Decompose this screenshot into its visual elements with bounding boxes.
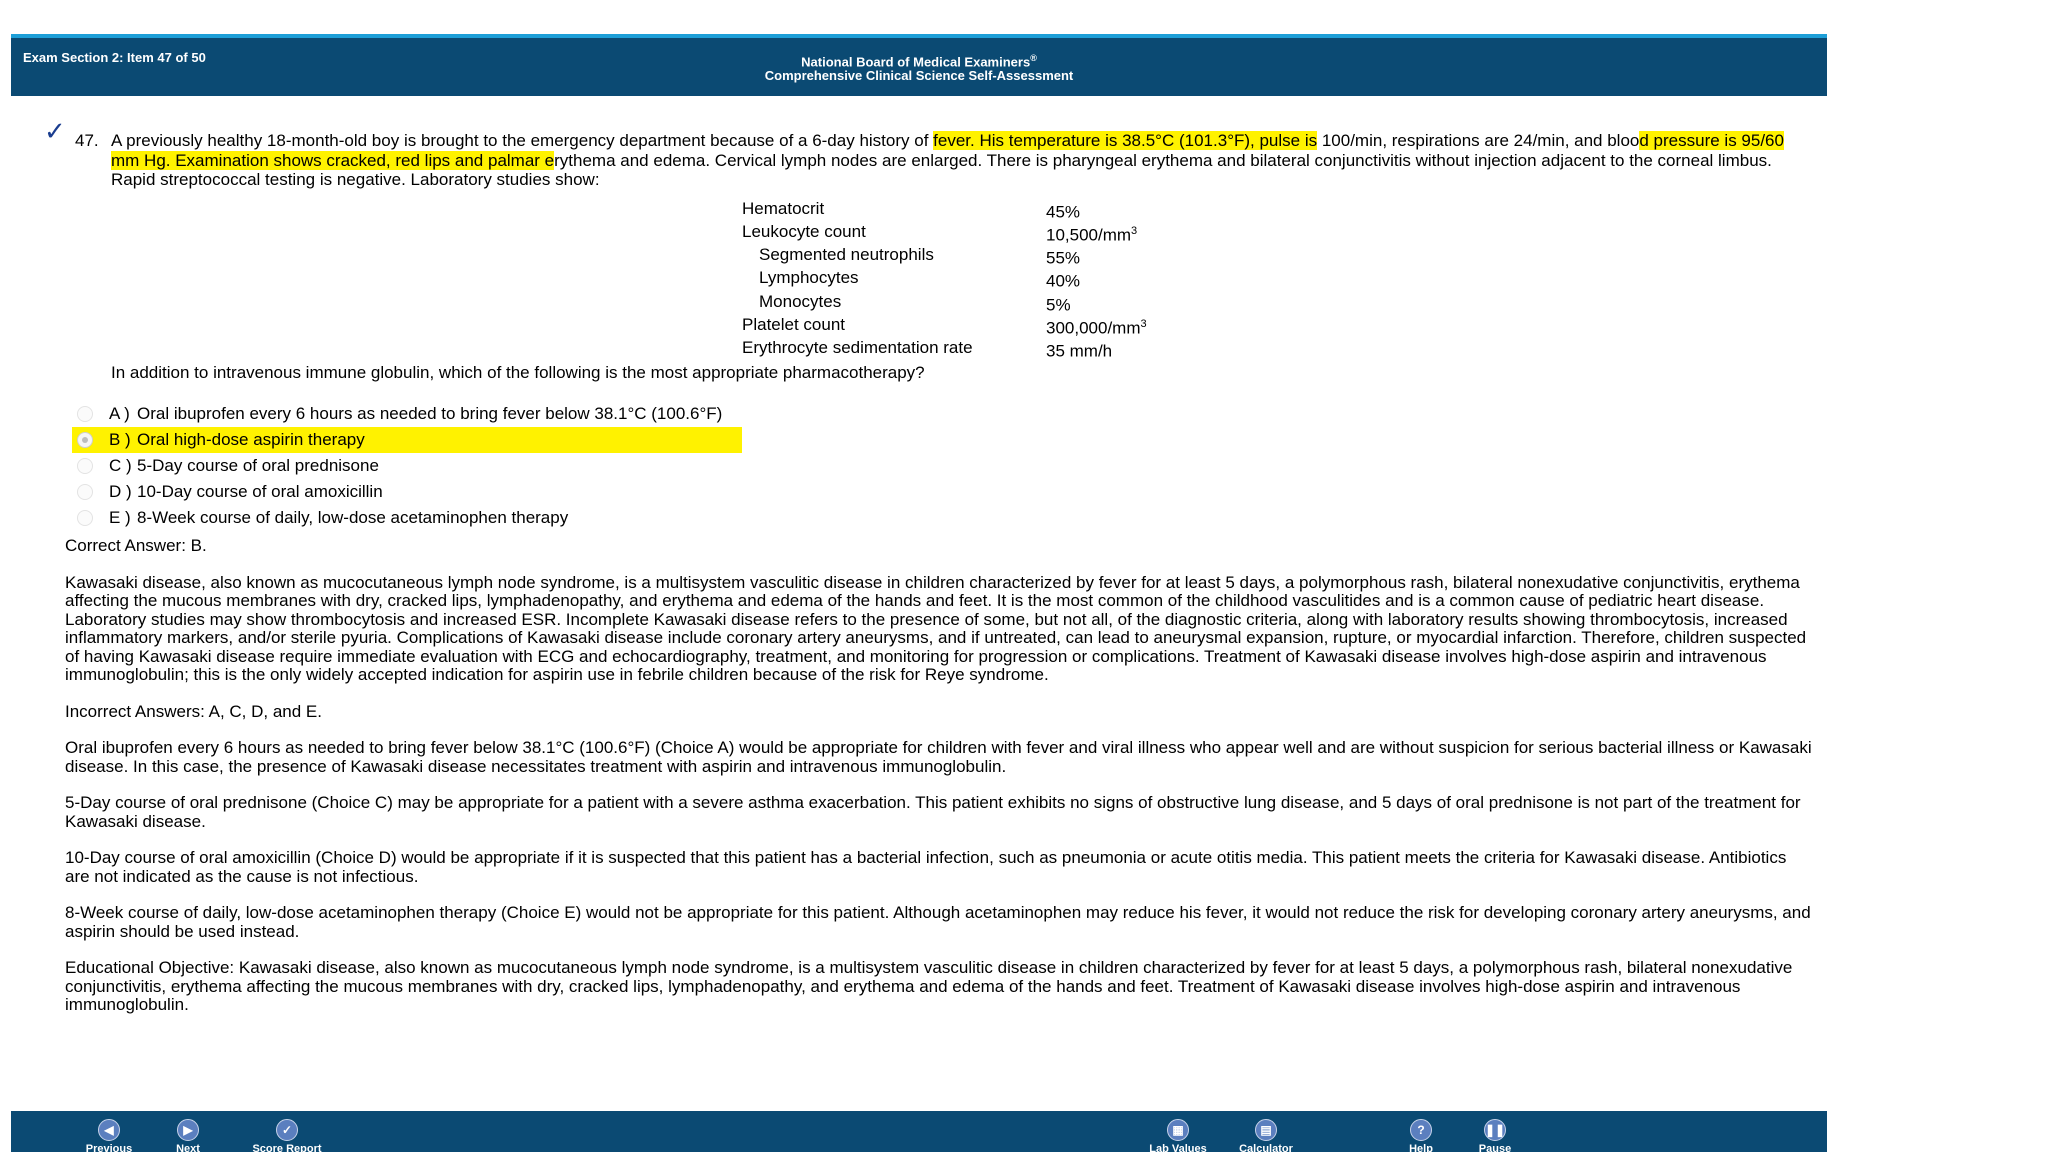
answer-option-c[interactable] — [72, 453, 742, 479]
lab-name: Hematocrit — [742, 199, 825, 218]
stem-text: 100/min, respirations are 24/min, and bloo — [1317, 131, 1640, 150]
question-number: 47. — [75, 131, 99, 150]
answer-option-d[interactable] — [72, 479, 742, 505]
calculator-icon: ▤ — [1255, 1119, 1277, 1141]
lab-value: $10,500/mm^3$ — [1046, 225, 1138, 245]
radio-button[interactable] — [77, 484, 93, 500]
help-button[interactable] — [1396, 1119, 1446, 1155]
explanation — [65, 537, 1815, 1033]
calculator-label: Calculator — [1239, 1143, 1293, 1155]
answer-options — [72, 401, 742, 531]
option-letter: A ) — [109, 404, 130, 423]
lab-row — [742, 245, 1147, 268]
lab-value: $300,000/mm^3$ — [1046, 317, 1147, 338]
lab-row — [742, 292, 1147, 315]
next-button[interactable] — [163, 1119, 213, 1155]
option-text: 8-Week course of daily, low-dose acetaminophen therapy — [137, 508, 569, 527]
question-stem — [111, 131, 1801, 190]
pause-label: Pause — [1478, 1143, 1512, 1155]
explanation-paragraph: Kawasaki disease, also known as mucocutaneous lymph node syndrome, is a multisystem vasculitic disease in children characterized by fever for at least 5 days, a polymorphous rash, bilateral nonexudative conjunctivitis, erythema affecting the mucous membranes with dry, cracked lips, lymphadenopathy, and erythema and edema of the hands and feet. It is the most common of the childhood vasculitides and is a common cause of pediatric heart disease. Laboratory studies may show thrombocytosis and increased ESR. Incomplete Kawasaki disease refers to the presence of some, but not all, of the diagnostic criteria, along with laboratory results showing thrombocytosis, increased inflammatory markers, and/or sterile pyuria. Complications of Kawasaki disease include coronary artery aneurysms, and if untreated, can lead to aneurysmal expansion, rupture, or myocardial infarction. Therefore, children suspected of having Kawasaki disease require immediate evaluation with ECG and echocardiography, treatment, and monitoring for progression or complications. Treatment of Kawasaki disease involves high-dose aspirin and intravenous immunoglobulin; this is the only widely accepted indication for aspirin use in febrile children because of the risk for Reye syndrome. — [65, 572, 1807, 684]
option-letter: B ) — [109, 430, 131, 449]
lab-values-button[interactable] — [1134, 1119, 1222, 1155]
stem-highlight: fever. His temperature is 38.5°C (101.3°F), pulse is — [933, 131, 1318, 150]
score-report-label: Score Report — [252, 1143, 322, 1155]
exam-title-block — [11, 51, 1827, 83]
radio-button[interactable] — [77, 458, 93, 474]
option-letter: E ) — [109, 508, 131, 527]
lab-name: Lymphocytes — [759, 268, 859, 288]
radio-button[interactable] — [77, 510, 93, 526]
previous-button[interactable] — [76, 1119, 142, 1155]
checkmark-icon: ✓ — [44, 116, 66, 146]
stem-text: rythema and edema. Cervical lymph nodes are enlarged. There is pharyngeal erythema and bilateral conjunctivitis without injection adjacent to the corneal limbus. Rapid streptococcal testing is negative. Laboratory studies show: — [111, 150, 1772, 189]
lab-table — [742, 199, 1147, 361]
next-label: Next — [176, 1143, 200, 1155]
next-arrow-icon: ▶ — [177, 1119, 199, 1141]
org-name: National Board of Medical Examiners — [801, 54, 1031, 70]
lab-name: Leukocyte count — [742, 222, 866, 242]
answer-option-b[interactable] — [72, 427, 742, 453]
option-text: 10-Day course of oral amoxicillin — [137, 482, 383, 501]
lab-value: 35 mm/h — [1046, 341, 1113, 361]
lab-name: Segmented neutrophils — [759, 245, 934, 265]
previous-label: Previous — [85, 1143, 133, 1155]
exam-name: Comprehensive Clinical Science Self-Assessment — [764, 68, 1074, 84]
previous-arrow-icon: ◀ — [98, 1119, 120, 1141]
correct-answer: Correct Answer: B. — [65, 536, 207, 555]
stem-highlight: d pressure is 95/60 mm Hg. Examination shows cracked, red lips and palmar e — [111, 131, 1784, 170]
answer-option-e[interactable] — [72, 505, 742, 531]
help-label: Help — [1409, 1143, 1433, 1155]
stem-text: A previously healthy 18-month-old boy is brought to the emergency department because of a 6-day history of — [111, 131, 934, 150]
option-text: 5-Day course of oral prednisone — [137, 456, 379, 475]
lab-value: 5% — [1046, 295, 1071, 315]
lab-values-icon: ▦ — [1167, 1119, 1189, 1141]
lab-value: 55% — [1046, 248, 1081, 268]
calculator-button[interactable] — [1226, 1119, 1306, 1155]
pause-button[interactable] — [1470, 1119, 1520, 1155]
item-counter: Exam Section 2: Item 47 of 50 — [23, 50, 206, 65]
lab-row — [742, 338, 1147, 361]
exam-header — [11, 34, 1827, 96]
option-text: Oral ibuprofen every 6 hours as needed to bring fever below 38.1°C (100.6°F) — [137, 404, 723, 423]
lab-row — [742, 268, 1147, 291]
exam-toolbar — [11, 1111, 1827, 1155]
registered-mark: ® — [1030, 53, 1037, 63]
lab-name: Erythrocyte sedimentation rate — [742, 337, 973, 357]
radio-button[interactable] — [77, 406, 93, 422]
lab-row — [742, 222, 1147, 245]
lab-value: 40% — [1046, 272, 1081, 292]
lab-name: Platelet count — [742, 314, 846, 334]
question-prompt: In addition to intravenous immune globulin, which of the following is the most appropriate pharmacotherapy? — [111, 363, 925, 382]
option-letter: C ) — [109, 456, 132, 475]
lab-row — [742, 199, 1147, 222]
lab-row — [742, 315, 1147, 338]
score-report-button[interactable] — [237, 1119, 337, 1155]
explanation-choice-c: 5-Day course of oral prednisone (Choice C) may be appropriate for a patient with a severe asthma exacerbation. This patient exhibits no signs of obstructive lung disease, and 5 days of oral prednisone is not part of the treatment for Kawasaki disease. — [65, 793, 1801, 831]
incorrect-answers: Incorrect Answers: A, C, D, and E. — [65, 701, 322, 721]
option-letter: D ) — [109, 482, 132, 501]
answer-option-a[interactable] — [72, 401, 742, 427]
explanation-choice-e: 8-Week course of daily, low-dose acetaminophen therapy (Choice E) would not be appropriate for this patient. Although acetaminophen may reduce his fever, it would not reduce the risk for developing coronary artery aneurysms, and aspirin should be used instead. — [65, 903, 1811, 941]
explanation-choice-d: 10-Day course of oral amoxicillin (Choice D) would be appropriate if it is suspected that this patient has a bacterial infection, such as pneumonia or acute otitis media. This patient meets the criteria for Kawasaki disease. Antibiotics are not indicated as the cause is not infectious. — [65, 848, 1787, 886]
explanation-choice-a: Oral ibuprofen every 6 hours as needed to bring fever below 38.1°C (100.6°F) (Choice A) would be appropriate for children with fever and viral illness who appear well and are without suspicion for serious bacterial illness or Kawasaki disease. In this case, the presence of Kawasaki disease necessitates treatment with aspirin and intravenous immunoglobulin. — [65, 738, 1812, 776]
pause-icon: ❚❚ — [1484, 1119, 1506, 1141]
lab-value: 45% — [1046, 202, 1081, 222]
option-text: Oral high-dose aspirin therapy — [137, 430, 365, 449]
educational-objective: Educational Objective: Kawasaki disease, also known as mucocutaneous lymph node syndrome, is a multisystem vasculitic disease in children characterized by fever for at least 5 days, a polymorphous rash, bilateral nonexudative conjunctivitis, erythema affecting the mucous membranes with dry, cracked lips, lymphadenopathy, and erythema and edema of the hands and feet. Treatment of Kawasaki disease involves high-dose aspirin and intravenous immunoglobulin. — [65, 958, 1793, 1014]
lab-values-label: Lab Values — [1149, 1143, 1207, 1155]
checkmark-icon: ✓ — [276, 1119, 298, 1141]
lab-name: Monocytes — [759, 291, 842, 311]
radio-button[interactable] — [77, 432, 93, 448]
help-icon: ? — [1410, 1119, 1432, 1141]
